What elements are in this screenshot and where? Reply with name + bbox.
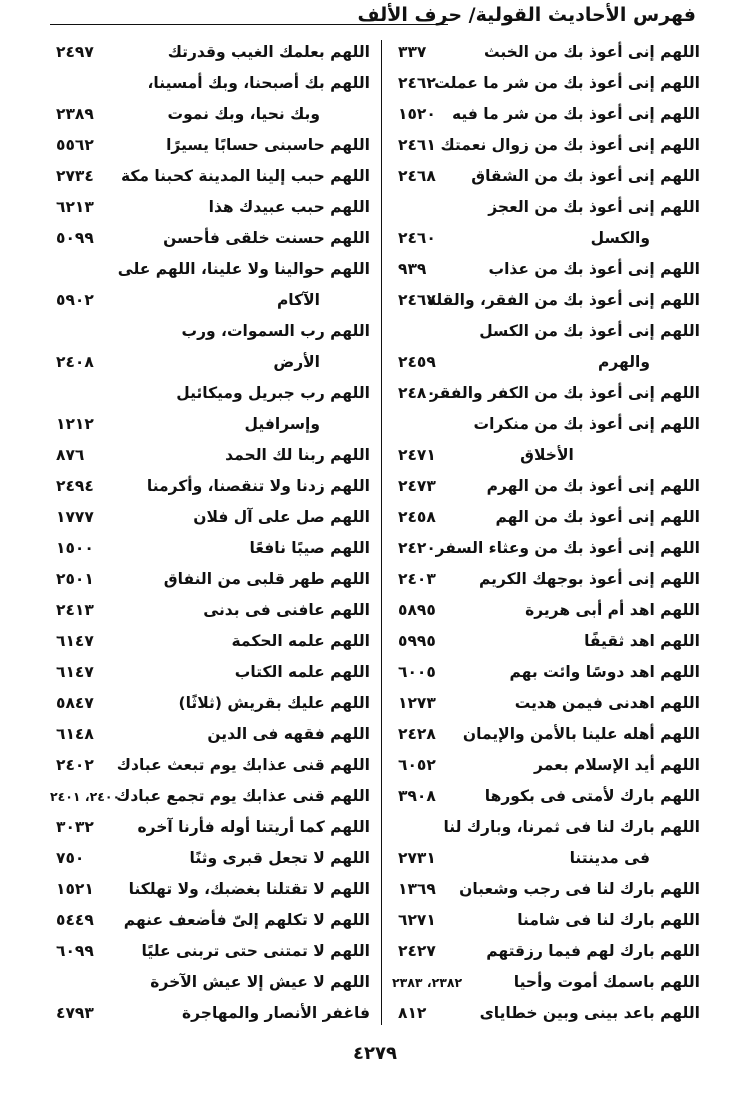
entry-number: ٢٤٢٠ <box>398 539 436 557</box>
entry-text: اللهم صيبًا نافعًا <box>249 539 370 557</box>
entry-text: اللهم حاسبنى حسابًا يسيرًا <box>166 136 370 154</box>
entry-text: اللهم إنى أعوذ بك من الشقاق <box>471 167 700 185</box>
entry-text: اللهم طهر قلبى من النفاق <box>163 570 370 588</box>
index-entry <box>50 503 372 534</box>
entry-text: اللهم إنى أعوذ بك من شر ما عملت <box>434 74 700 92</box>
index-entry <box>50 627 372 658</box>
entry-text: اللهم إنى أعوذ بك من منكرات <box>473 415 700 433</box>
entry-text: اللهم كما أريتنا أوله فأرنا آخره <box>137 818 370 836</box>
index-entry <box>392 937 702 968</box>
entry-number: ٨١٢ <box>398 1004 427 1022</box>
entry-number: ٨٧٦ <box>56 446 85 464</box>
entry-number: ١٥٠٠ <box>56 539 94 557</box>
entry-number: ٢٤٧١ <box>398 446 436 464</box>
entry-number: ٢٥٠١ <box>56 570 94 588</box>
entry-text: اللهم فقهه فى الدين <box>207 725 370 743</box>
entry-text: اللهم لا عيش إلا عيش الآخرة <box>150 973 370 991</box>
entry-number: ٧٥٠ <box>56 849 85 867</box>
index-entry <box>50 317 372 348</box>
entry-text: الأرض <box>273 353 320 371</box>
index-entry <box>50 813 372 844</box>
index-entry <box>50 689 372 720</box>
entry-number: ٥٩٠٢ <box>56 291 94 309</box>
entry-text: اللهم إنى أعوذ بك من زوال نعمتك <box>440 136 700 154</box>
entry-number: ١٥٢١ <box>56 880 94 898</box>
entry-text: اللهم لا تجعل قبرى وثنًا <box>189 849 370 867</box>
entry-number: ٢٤٨٠ <box>398 384 436 402</box>
entry-text: اللهم إنى أعوذ بك من الكسل <box>479 322 700 340</box>
entry-number: ٥٨٩٥ <box>398 601 436 619</box>
page-number: ٤٢٧٩ <box>353 1043 397 1064</box>
entry-number: ٣٠٣٢ <box>56 818 94 836</box>
index-entry <box>50 38 372 69</box>
entry-text: اللهم بارك لأمتى فى بكورها <box>484 787 700 805</box>
index-entry <box>50 844 372 875</box>
entry-text: اللهم بارك لنا فى شامنا <box>517 911 700 929</box>
entry-text: اللهم علمه الحكمة <box>231 632 370 650</box>
entry-number: ٢٣٨٩ <box>56 105 94 123</box>
entry-number: ٤٧٩٣ <box>56 1004 94 1022</box>
index-entry <box>392 782 702 813</box>
entry-number: ٢٤٢٨ <box>398 725 436 743</box>
index-entry <box>392 286 702 317</box>
entry-text: اللهم رب جبريل وميكائيل <box>176 384 370 402</box>
left-column <box>50 38 372 1030</box>
entry-number: ١٢٧٣ <box>398 694 436 712</box>
index-entry <box>392 813 702 844</box>
entry-text: وبك نحيا، وبك نموت <box>167 105 320 123</box>
right-column <box>392 38 702 1030</box>
index-entry <box>392 131 702 162</box>
entry-number: ٢٤٩٤ <box>56 477 94 495</box>
entry-number: ٢٧٣٤ <box>56 167 94 185</box>
entry-number: ٢٣٨٢، ٢٣٨٣ <box>392 975 463 990</box>
index-entry <box>50 596 372 627</box>
entry-number: ٣٣٧ <box>398 43 427 61</box>
entry-text: اللهم اهدنى فيمن هديت <box>514 694 700 712</box>
entry-text: والكسل <box>590 229 650 247</box>
index-entry <box>50 534 372 565</box>
entry-number: ٢٤٥٩ <box>398 353 436 371</box>
entry-text: الأخلاق <box>520 446 574 464</box>
entry-number: ٥٠٩٩ <box>56 229 94 247</box>
entry-text: اللهم إنى أعوذ بك من شر ما فيه <box>452 105 700 123</box>
entry-text: اللهم إنى أعوذ بك من وعثاء السفر <box>435 539 700 557</box>
entry-number: ٥٨٤٧ <box>56 694 94 712</box>
entry-text: اللهم حبب إلينا المدينة كحبنا مكة <box>120 167 370 185</box>
index-entry <box>392 596 702 627</box>
index-entry <box>50 565 372 596</box>
index-entry <box>50 720 372 751</box>
index-entry <box>50 658 372 689</box>
index-entry <box>392 317 702 348</box>
entry-number: ٢٤٠٣ <box>398 570 436 588</box>
entry-number: ٢٤٠٢ <box>56 756 94 774</box>
entry-number: ٢٤٧٣ <box>398 477 436 495</box>
index-entry <box>50 162 372 193</box>
entry-number: ١٧٧٧ <box>56 508 94 526</box>
index-entry <box>392 968 702 999</box>
entry-text: الآكام <box>276 291 320 309</box>
entry-text: اللهم باعد بينى وبين خطاياى <box>479 1004 700 1022</box>
entry-number: ٢٤٦٨ <box>398 167 436 185</box>
entry-text: اللهم إنى أعوذ بك من عذاب <box>488 260 700 278</box>
entry-text: وإسرافيل <box>244 415 320 433</box>
index-entry <box>392 875 702 906</box>
entry-text: اللهم عافنى فى بدنى <box>203 601 370 619</box>
entry-number: ٢٤٦٧ <box>398 291 436 309</box>
index-entry <box>392 689 702 720</box>
index-entry <box>392 751 702 782</box>
index-entry <box>392 224 702 255</box>
entry-number: ٢٤٥٨ <box>398 508 436 526</box>
index-entry <box>50 255 372 286</box>
entry-text: اللهم إنى أعوذ بك من الهم <box>495 508 700 526</box>
index-entry <box>392 379 702 410</box>
entry-number: ٦٢١٣ <box>56 198 94 216</box>
index-entry <box>392 720 702 751</box>
index-entry <box>392 844 702 875</box>
entry-number: ٦٢٧١ <box>398 911 436 929</box>
index-entry <box>50 906 372 937</box>
entry-text: اللهم حبب عبيدك هذا <box>208 198 370 216</box>
entry-number: ٥٤٤٩ <box>56 911 94 929</box>
entry-text: اللهم بارك لنا فى ثمرنا، وبارك لنا <box>443 818 700 836</box>
entry-text: اللهم إنى أعوذ بك من العجز <box>488 198 700 216</box>
entry-number: ٦١٤٨ <box>56 725 94 743</box>
entry-number: ١٢١٢ <box>56 415 94 433</box>
entry-number: ٦٠٠٥ <box>398 663 436 681</box>
index-entry <box>50 348 372 379</box>
index-entry <box>392 348 702 379</box>
index-entry <box>392 906 702 937</box>
entry-text: اللهم لا تكلهم إلىّ فأضعف عنهم <box>123 911 370 929</box>
index-entry <box>50 441 372 472</box>
index-entry <box>392 441 702 472</box>
entry-number: ٢٤٦٢ <box>398 74 436 92</box>
index-entry <box>50 999 372 1030</box>
entry-number: ٣٩٠٨ <box>398 787 436 805</box>
entry-number: ٢٤٠٠، ٢٤٠١ <box>50 789 121 804</box>
entry-text: فاغفر الأنصار والمهاجرة <box>181 1004 370 1022</box>
index-entry <box>392 410 702 441</box>
index-entry <box>50 472 372 503</box>
entry-number: ٩٣٩ <box>398 260 427 278</box>
index-entry <box>392 38 702 69</box>
index-entry <box>392 627 702 658</box>
entry-text: اللهم قنى عذابك يوم تبعث عبادك <box>116 756 370 774</box>
entry-text: اللهم إنى أعوذ بك من الفقر، والقلة <box>426 291 700 309</box>
entry-text: اللهم قنى عذابك يوم تجمع عبادك <box>116 787 370 805</box>
entry-text: اللهم صل على آل فلان <box>193 508 370 526</box>
index-entry <box>392 999 702 1030</box>
entry-text: اللهم حوالينا ولا علينا، اللهم على <box>117 260 370 278</box>
entry-text: اللهم اهد دوسًا وائت بهم <box>509 663 700 681</box>
entry-text: والهرم <box>597 353 650 371</box>
index-entry <box>50 286 372 317</box>
entry-number: ٦١٤٧ <box>56 632 94 650</box>
entry-number: ١٣٦٩ <box>398 880 436 898</box>
entry-number: ٢٤١٣ <box>56 601 94 619</box>
index-entry <box>392 69 702 100</box>
index-entry <box>392 193 702 224</box>
index-entry <box>50 782 372 813</box>
entry-text: فى مدينتنا <box>569 849 650 867</box>
entry-text: اللهم لا تقتلنا بغضبك، ولا تهلكنا <box>128 880 370 898</box>
entry-text: اللهم زدنا ولا تنقصنا، وأكرمنا <box>146 477 370 495</box>
entry-text: اللهم اهد ثقيفًا <box>584 632 700 650</box>
index-entry <box>392 565 702 596</box>
entry-text: اللهم عليك بقريش (ثلاثًا) <box>178 694 370 712</box>
entry-text: اللهم أيد الإسلام بعمر <box>534 756 700 774</box>
index-entry <box>50 379 372 410</box>
entry-text: اللهم باسمك أموت وأحيا <box>513 973 700 991</box>
index-entry <box>50 875 372 906</box>
entry-number: ٦٠٩٩ <box>56 942 94 960</box>
entry-number: ٢٤٠٨ <box>56 353 94 371</box>
index-entry <box>50 410 372 441</box>
index-entry <box>50 193 372 224</box>
entry-number: ٥٥٦٢ <box>56 136 94 154</box>
index-entry <box>50 224 372 255</box>
index-entry <box>50 100 372 131</box>
index-entry <box>392 255 702 286</box>
index-entry <box>392 658 702 689</box>
page-header <box>50 2 698 32</box>
entry-text: اللهم إنى أعوذ بوجهك الكريم <box>479 570 700 588</box>
entry-number: ٢٤٦١ <box>398 136 436 154</box>
index-entry <box>392 534 702 565</box>
header-title: فهرس الأحاديث القولية/ حرف الألف <box>357 4 696 26</box>
entry-number: ٢٤٢٧ <box>398 942 436 960</box>
entry-text: اللهم إنى أعوذ بك من الهرم <box>486 477 700 495</box>
entry-text: اللهم إنى أعوذ بك من الخبث <box>483 43 700 61</box>
index-entry <box>50 968 372 999</box>
entry-text: اللهم حسنت خلقى فأحسن <box>163 229 370 247</box>
entry-text: اللهم رب السموات، ورب <box>181 322 370 340</box>
entry-number: ٢٧٣١ <box>398 849 436 867</box>
index-entry <box>50 937 372 968</box>
entry-number: ٢٤٦٠ <box>398 229 436 247</box>
entry-number: ٢٤٩٧ <box>56 43 94 61</box>
entry-number: ٦١٤٧ <box>56 663 94 681</box>
entry-text: اللهم بارك لنا فى رجب وشعبان <box>459 880 700 898</box>
entry-text: اللهم لا تمتنى حتى تربنى عليًا <box>141 942 370 960</box>
entry-text: اللهم علمه الكتاب <box>234 663 370 681</box>
entry-text: اللهم اهد أم أبى هريرة <box>525 601 700 619</box>
entry-number: ٥٩٩٥ <box>398 632 436 650</box>
index-entry <box>392 100 702 131</box>
entry-text: اللهم أهله علينا بالأمن والإيمان <box>462 725 700 743</box>
entry-number: ٦٠٥٢ <box>398 756 436 774</box>
entry-number: ١٥٢٠ <box>398 105 436 123</box>
index-entry <box>392 503 702 534</box>
entry-text: اللهم بارك لهم فيما رزقتهم <box>486 942 700 960</box>
column-divider <box>381 40 382 1025</box>
index-entry <box>392 162 702 193</box>
entry-text: اللهم بعلمك الغيب وقدرتك <box>167 43 370 61</box>
entry-text: اللهم بك أصبحنا، وبك أمسينا، <box>147 74 370 92</box>
index-entry <box>392 472 702 503</box>
index-entry <box>50 69 372 100</box>
index-entry <box>50 131 372 162</box>
index-entry <box>50 751 372 782</box>
entry-text: اللهم ربنا لك الحمد <box>225 446 370 464</box>
entry-text: اللهم إنى أعوذ بك من الكفر والفقر <box>429 384 700 402</box>
